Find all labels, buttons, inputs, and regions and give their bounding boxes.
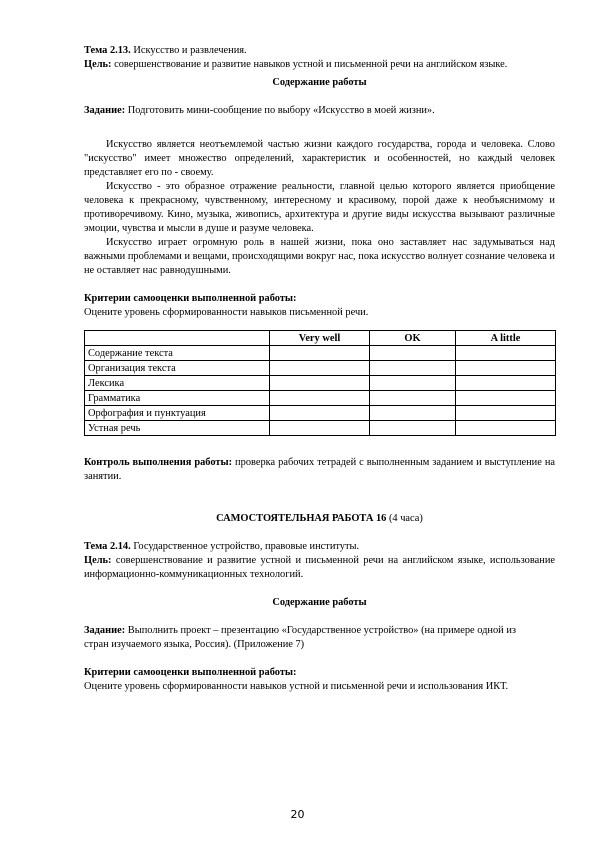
section-title: САМОСТОЯТЕЛЬНАЯ РАБОТА 16 xyxy=(216,513,387,524)
rating-cell[interactable] xyxy=(370,361,456,376)
self-assessment-table xyxy=(84,330,556,436)
criteria-heading: Критерии самооценки выполненной работы: xyxy=(84,293,297,304)
rating-cell[interactable] xyxy=(270,406,370,421)
table-header-cell: OK xyxy=(370,331,456,346)
essay-paragraph-1: Искусство является неотъемлемой частью жизни каждого государства, города и человека. Слово "искусство" имеет множество определений, характеристик и особенностей, но каждый человек представляет его по - своему. xyxy=(84,139,555,178)
row-label: Лексика xyxy=(85,376,270,391)
task-label: Задание: xyxy=(84,105,126,116)
control-line xyxy=(84,456,555,484)
content-heading: Содержание работы xyxy=(272,597,367,608)
rating-cell[interactable] xyxy=(370,421,456,436)
task-line xyxy=(84,104,555,118)
rating-cell[interactable] xyxy=(456,391,556,406)
topic-prefix: Тема 2.14. xyxy=(84,541,131,552)
row-label: Грамматика xyxy=(85,391,270,406)
rating-cell[interactable] xyxy=(270,376,370,391)
essay-paragraph-2: Искусство - это образное отражение реальности, главной целью которого является приобщение человека к прекрасному, чувственному, интересному и красивому, порой даже к необъяснимому и противоречивому. Кино, музыка, живопись, архитектура и другие виды искусства вызывают различные эмоции, чувства и мысли в душе и разуме человека. xyxy=(84,181,555,234)
control-text: проверка рабочих тетрадей с выполненным заданием и выступление на занятии. xyxy=(84,457,555,482)
rating-cell[interactable] xyxy=(370,391,456,406)
rating-cell[interactable] xyxy=(270,391,370,406)
row-label: Организация текста xyxy=(85,361,270,376)
table-header-cell xyxy=(85,331,270,346)
topic-text: Искусство и развлечения. xyxy=(130,45,247,56)
task-label: Задание: xyxy=(84,625,126,636)
rating-cell[interactable] xyxy=(456,346,556,361)
rating-cell[interactable] xyxy=(370,406,456,421)
control-label: Контроль выполнения работы: xyxy=(84,457,233,468)
table-row xyxy=(85,406,556,421)
essay-paragraph-3: Искусство играет огромную роль в нашей жизни, пока оно заставляет нас задумываться над важными проблемами и вещами, происходящими вокруг нас, пока искусство волнует сознание человека и не оставляет нас равнодушными. xyxy=(84,237,555,276)
table-header-row xyxy=(85,331,556,346)
rating-cell[interactable] xyxy=(456,406,556,421)
topic-prefix: Тема 2.13. xyxy=(84,45,131,56)
task-text: Выполнить проект – презентацию «Государственное устройство» (на примере одной из стран изучаемого языка, Россия). (Приложение 7) xyxy=(84,625,516,650)
table-row xyxy=(85,421,556,436)
goal-line xyxy=(84,554,555,582)
table-header-cell: Very well xyxy=(270,331,370,346)
goal-label: Цель: xyxy=(84,555,112,566)
criteria-heading: Критерии самооценки выполненной работы: xyxy=(84,667,297,678)
table-row xyxy=(85,391,556,406)
page-number: 20 xyxy=(290,808,305,821)
criteria-text: Оцените уровень сформированности навыков устной и письменной речи и использования ИКТ. xyxy=(84,681,509,692)
row-label: Орфография и пунктуация xyxy=(85,406,270,421)
rating-cell[interactable] xyxy=(270,361,370,376)
table-row xyxy=(85,346,556,361)
row-label: Устная речь xyxy=(85,421,270,436)
goal-label: Цель: xyxy=(84,59,112,70)
rating-cell[interactable] xyxy=(370,346,456,361)
rating-cell[interactable] xyxy=(270,421,370,436)
rating-cell[interactable] xyxy=(456,376,556,391)
criteria-text: Оцените уровень сформированности навыков письменной речи. xyxy=(84,307,369,318)
topic-line xyxy=(84,540,555,554)
row-label: Содержание текста xyxy=(85,346,270,361)
task-text: Подготовить мини-сообщение по выбору «Искусство в моей жизни». xyxy=(125,105,435,116)
topic-text: Государственное устройство, правовые институты. xyxy=(130,541,360,552)
goal-line xyxy=(84,58,555,72)
rating-cell[interactable] xyxy=(456,361,556,376)
rating-cell[interactable] xyxy=(456,421,556,436)
table-row xyxy=(85,376,556,391)
rating-cell[interactable] xyxy=(270,346,370,361)
section-heading xyxy=(84,512,555,526)
topic-line xyxy=(84,44,555,58)
goal-text: совершенствование и развитие навыков устной и письменной речи на английском языке. xyxy=(111,59,508,70)
rating-cell[interactable] xyxy=(370,376,456,391)
goal-text: совершенствование и развитие устной и письменной речи на английском языке, использование информационно-коммуникационных технологий. xyxy=(84,555,555,580)
table-row xyxy=(85,361,556,376)
task-line xyxy=(84,624,524,652)
document-page xyxy=(84,44,555,694)
section-hours: (4 часа) xyxy=(386,513,423,524)
content-heading: Содержание работы xyxy=(272,77,367,88)
table-header-cell: A little xyxy=(456,331,556,346)
